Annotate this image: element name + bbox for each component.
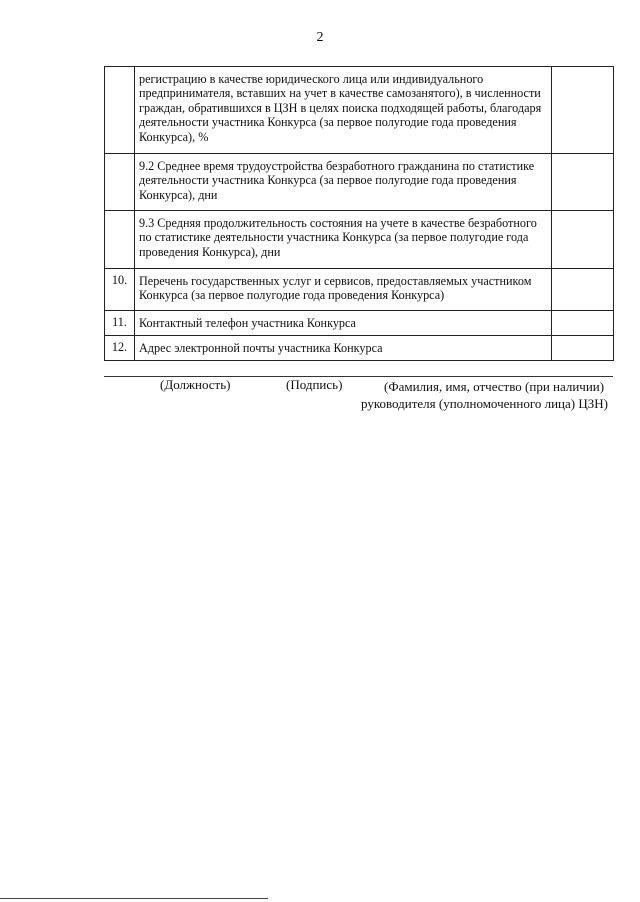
row-description: Перечень государственных услуг и сервисов, предоставляемых участником Конкурса (за первое полугодие года проведения Конкурса) xyxy=(135,269,552,311)
row-number: 10. xyxy=(105,269,135,311)
row-value xyxy=(552,311,614,336)
row-value xyxy=(552,269,614,311)
form-table xyxy=(104,66,614,361)
row-number xyxy=(105,67,135,154)
position-caption: (Должность) xyxy=(160,377,231,392)
row-description: 9.3 Средняя продолжительность состояния на учете в качестве безработного по статистике деятельности участника Конкурса (за первое полугодие года проведения Конкурса), дни xyxy=(135,211,552,269)
table-row xyxy=(105,67,614,154)
bottom-rule xyxy=(0,898,268,899)
row-number: 12. xyxy=(105,336,135,361)
row-value xyxy=(552,67,614,154)
row-description: 9.2 Среднее время трудоустройства безработного гражданина по статистике деятельности участника Конкурса (за первое полугодие года проведения Конкурса), дни xyxy=(135,154,552,211)
table-row xyxy=(105,211,614,269)
table-row xyxy=(105,154,614,211)
row-value xyxy=(552,336,614,361)
row-description: регистрацию в качестве юридического лица или индивидуального предпринимателя, вставших на учет в качестве самозанятого), в численности граждан, обратившихся в ЦЗН в целях поиска подходящей работы, благодаря деятельности участника Конкурса (за первое полугодие года проведения Конкурса), % xyxy=(135,67,552,154)
row-number xyxy=(105,211,135,269)
row-number: 11. xyxy=(105,311,135,336)
signature-caption: (Подпись) xyxy=(286,377,343,392)
name-caption-line2: руководителя (уполномоченного лица) ЦЗН) xyxy=(361,396,608,411)
table-row xyxy=(105,269,614,311)
row-description: Адрес электронной почты участника Конкурса xyxy=(135,336,552,361)
row-value xyxy=(552,211,614,269)
row-number xyxy=(105,154,135,211)
table-row xyxy=(105,311,614,336)
page-number: 2 xyxy=(316,30,324,45)
name-caption-line1: (Фамилия, имя, отчество (при наличии) xyxy=(384,379,605,394)
row-description: Контактный телефон участника Конкурса xyxy=(135,311,552,336)
table-row xyxy=(105,336,614,361)
row-value xyxy=(552,154,614,211)
